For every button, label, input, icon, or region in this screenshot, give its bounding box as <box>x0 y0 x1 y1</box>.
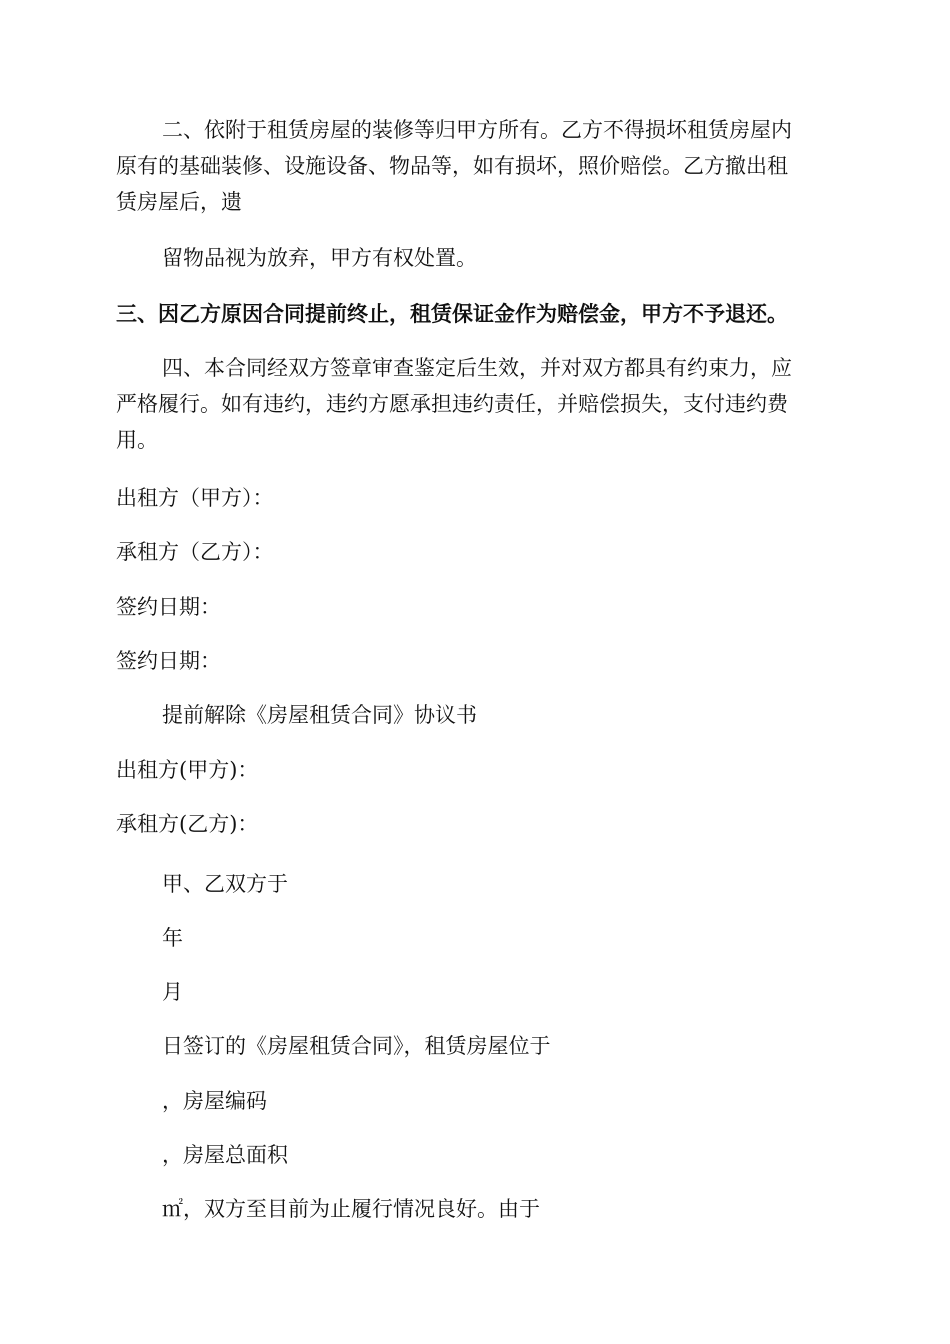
sign-date-2: 签约日期： <box>116 649 221 673</box>
clause-2-continuation: 留物品视为放弃，甲方有权处置。 <box>162 246 477 270</box>
clause-2-line-2: 原有的基础装修、设施设备、物品等，如有损坏，照价赔偿。乙方撤出租 <box>116 154 788 178</box>
body-line-1: 甲、乙双方于 <box>162 872 288 896</box>
body-line-6: ，房屋总面积 <box>162 1143 288 1167</box>
clause-4-line-3: 用。 <box>116 428 158 452</box>
lessor-label: 出租方（甲方）： <box>116 486 274 510</box>
body-line-7: ㎡，双方至目前为止履行情况良好。由于 <box>162 1197 540 1221</box>
agreement-title: 提前解除《房屋租赁合同》协议书 <box>162 703 477 727</box>
clause-3-paragraph: 三、因乙方原因合同提前终止，租赁保证金作为赔偿金，甲方不予退还。 <box>116 302 788 326</box>
body-line-5: ，房屋编码 <box>162 1089 267 1113</box>
lessee-label: 承租方（乙方）： <box>116 540 274 564</box>
sign-date-1: 签约日期： <box>116 595 221 619</box>
body-line-4: 日签订的《房屋租赁合同》，租赁房屋位于 <box>162 1034 551 1058</box>
lessor-label-2: 出租方(甲方)： <box>116 758 259 782</box>
clause-2-paragraph <box>116 112 832 220</box>
body-line-3: 月 <box>162 980 183 1004</box>
clause-4-line-2: 严格履行。如有违约，违约方愿承担违约责任，并赔偿损失，支付违约费 <box>116 392 788 416</box>
body-line-2: 年 <box>162 926 183 950</box>
clause-2-line-1: 二、依附于租赁房屋的装修等归甲方所有。乙方不得损坏租赁房屋内 <box>162 118 792 142</box>
clause-4-paragraph <box>116 350 832 458</box>
clause-2-line-3: 赁房屋后，遗 <box>116 190 242 214</box>
clause-4-line-1: 四、本合同经双方签章审查鉴定后生效，并对双方都具有约束力，应 <box>162 356 792 380</box>
lessee-label-2: 承租方(乙方)： <box>116 812 259 836</box>
